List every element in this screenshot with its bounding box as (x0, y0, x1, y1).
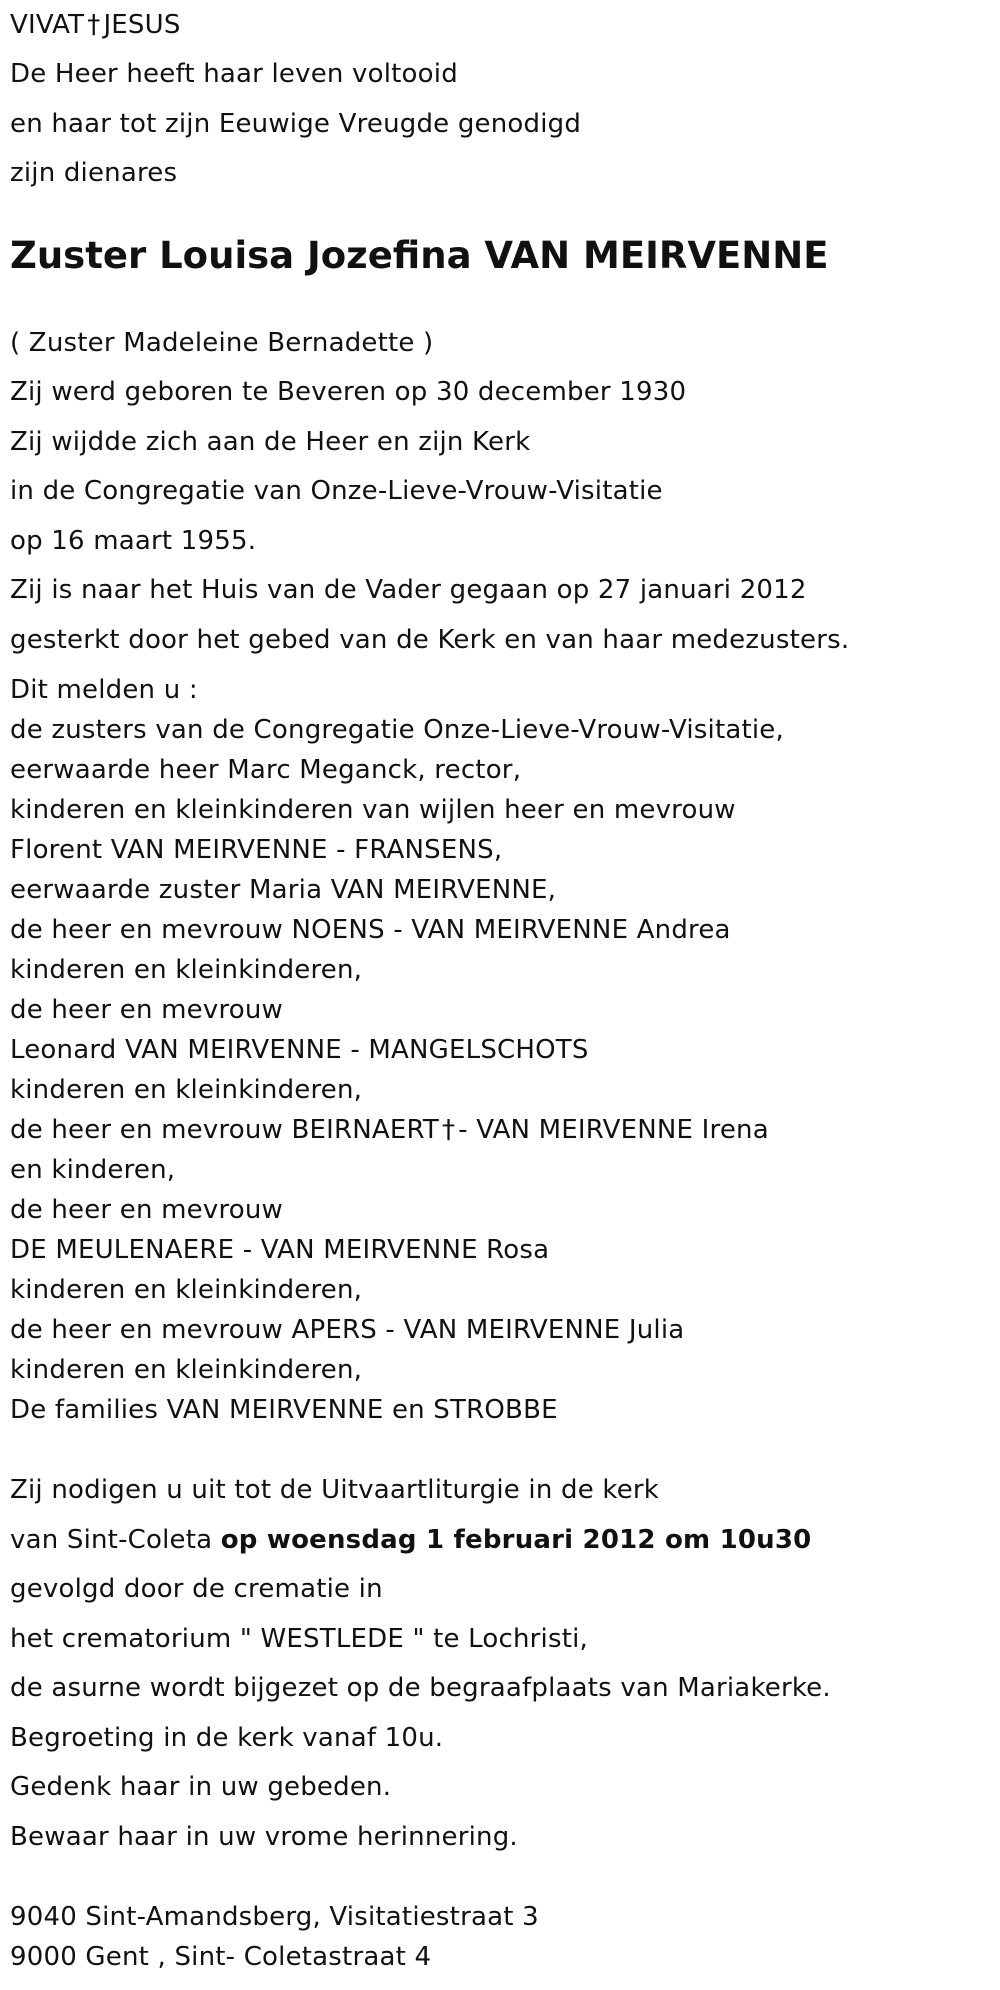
announcer-line: kinderen en kleinkinderen, (10, 1075, 363, 1105)
funeral-line: de asurne wordt bijgezet op de begraafplaats van Mariakerke. (10, 1673, 831, 1703)
funeral-date: op woensdag 1 februari 2012 om 10u30 (220, 1525, 812, 1555)
announcer-line: kinderen en kleinkinderen, (10, 1275, 363, 1305)
church-name: van Sint-Coleta (10, 1525, 213, 1555)
funeral-line: gevolgd door de crematie in (10, 1574, 383, 1604)
address-line: 9000 Gent , Sint- Coletastraat 4 (10, 1942, 432, 1972)
announcers-intro: Dit melden u : (10, 675, 198, 705)
announcer-line: kinderen en kleinkinderen, (10, 955, 363, 985)
announcer-line: en kinderen, (10, 1155, 176, 1185)
beirnaert-before: de heer en mevrouw BEIRNAERT (10, 1115, 439, 1145)
announcer-line: De families VAN MEIRVENNE en STROBBE (10, 1395, 558, 1425)
header-line-2: De Heer heeft haar leven voltooid (10, 59, 458, 89)
bio-line: gesterkt door het gebed van de Kerk en van haar medezusters. (10, 625, 850, 655)
announcer-line: kinderen en kleinkinderen, (10, 1355, 363, 1385)
header-vivat-line (10, 12, 181, 38)
header-line-4: zijn dienares (10, 158, 178, 188)
bio-line: op 16 maart 1955. (10, 526, 257, 556)
announcer-line-beirnaert (10, 1117, 769, 1143)
bio-line: Zij is naar het Huis van de Vader gegaan op 27 januari 2012 (10, 575, 807, 605)
funeral-line: Begroeting in de kerk vanaf 10u. (10, 1723, 444, 1753)
address-line: 9040 Sint-Amandsberg, Visitatiestraat 3 (10, 1902, 539, 1932)
announcer-line: de heer en mevrouw (10, 995, 284, 1025)
announcer-line: Leonard VAN MEIRVENNE - MANGELSCHOTS (10, 1035, 589, 1065)
religious-name: ( Zuster Madeleine Bernadette ) (10, 328, 434, 358)
funeral-line: Bewaar haar in uw vrome herinnering. (10, 1822, 518, 1852)
jesus-text: JESUS (103, 10, 181, 40)
announcer-line: Florent VAN MEIRVENNE - FRANSENS, (10, 835, 503, 865)
announcer-line: kinderen en kleinkinderen van wijlen heer en mevrouw (10, 795, 736, 825)
announcer-line: de heer en mevrouw (10, 1195, 284, 1225)
funeral-line: Gedenk haar in uw gebeden. (10, 1772, 392, 1802)
announcer-line: DE MEULENAERE - VAN MEIRVENNE Rosa (10, 1235, 550, 1265)
announcer-line: eerwaarde heer Marc Meganck, rector, (10, 755, 522, 785)
beirnaert-after: - VAN MEIRVENNE Irena (458, 1115, 769, 1145)
announcer-line: eerwaarde zuster Maria VAN MEIRVENNE, (10, 875, 557, 905)
bio-line: Zij werd geboren te Beveren op 30 december 1930 (10, 377, 687, 407)
funeral-line: Zij nodigen u uit tot de Uitvaartliturgie in de kerk (10, 1475, 660, 1505)
funeral-date-line (10, 1527, 811, 1553)
announcer-line: de heer en mevrouw APERS - VAN MEIRVENNE Julia (10, 1315, 685, 1345)
cross-icon: † (442, 1115, 456, 1145)
funeral-line: het crematorium " WESTLEDE " te Lochristi, (10, 1624, 588, 1654)
vivat-text: VIVAT (10, 10, 85, 40)
announcer-line: de zusters van de Congregatie Onze-Lieve-Vrouw-Visitatie, (10, 715, 784, 745)
bio-line: in de Congregatie van Onze-Lieve-Vrouw-Visitatie (10, 476, 663, 506)
cross-icon: † (87, 10, 101, 40)
header-line-3: en haar tot zijn Eeuwige Vreugde genodigd (10, 109, 582, 139)
bio-line: Zij wijdde zich aan de Heer en zijn Kerk (10, 427, 531, 457)
deceased-name: Zuster Louisa Jozefina VAN MEIRVENNE (10, 234, 829, 277)
announcer-line: de heer en mevrouw NOENS - VAN MEIRVENNE Andrea (10, 915, 731, 945)
